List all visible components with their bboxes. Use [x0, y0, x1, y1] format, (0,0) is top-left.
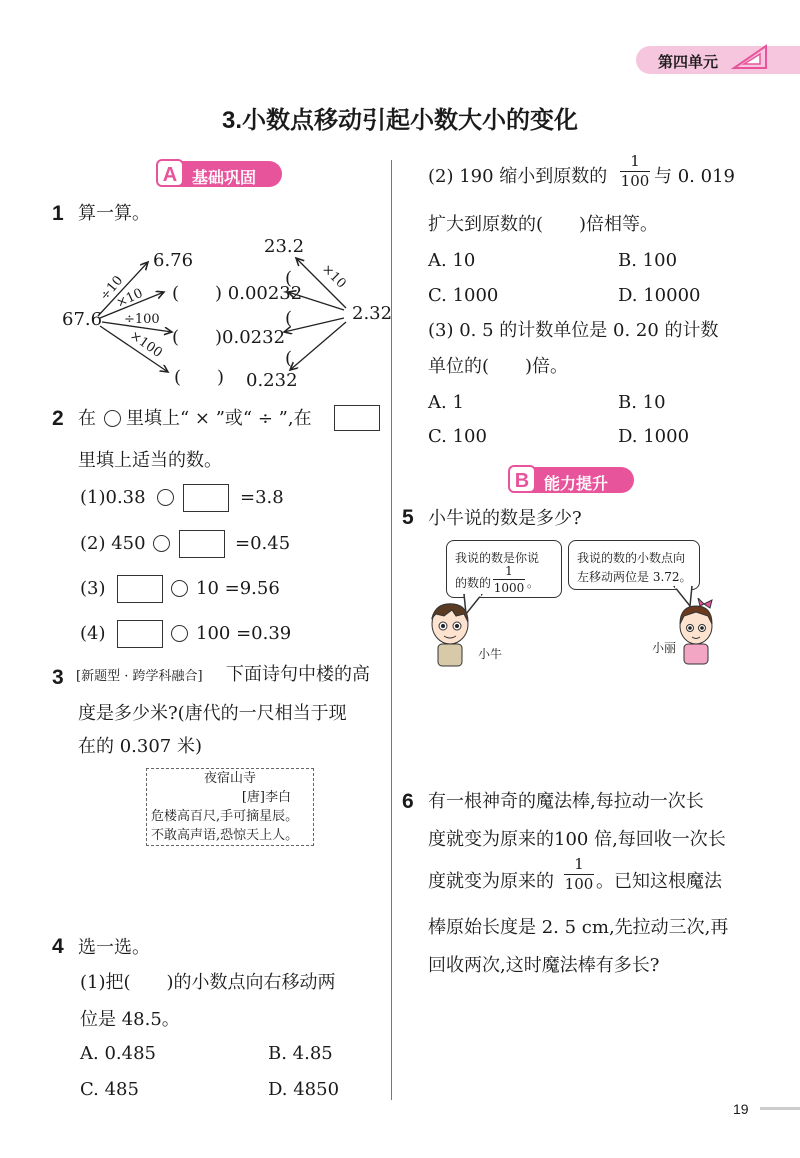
q4-p3-opt-b[interactable]: B. 10 — [618, 392, 666, 413]
q4-p2-line2: 扩大到原数的( )倍相等。 — [428, 214, 659, 235]
q4-p2-opt-b[interactable]: B. 100 — [618, 250, 678, 271]
q2-item2-box[interactable] — [179, 530, 225, 558]
q4-p2-frac-den: 100 — [620, 172, 650, 190]
q2-line1a: 在 — [78, 408, 96, 429]
q4-p3-opt-d[interactable]: D. 1000 — [618, 426, 690, 447]
bubble-frac-num: 1 — [505, 564, 513, 578]
q1-result-3: ( )0.0232 — [172, 327, 286, 348]
q3-poem-box — [146, 768, 314, 846]
q1-prompt: 算一算。 — [78, 203, 150, 224]
section-b-header — [510, 467, 634, 493]
q4-p3-line2: 单位的( )倍。 — [428, 356, 569, 377]
q2-item4-box[interactable] — [117, 620, 163, 648]
girl-avatar — [674, 598, 720, 666]
q4-p2-line1b: 与 0. 019 — [654, 166, 735, 187]
q1-op-mul100: ×100 — [126, 328, 165, 361]
q2-item1-box[interactable] — [183, 484, 229, 512]
q6-line1: 有一根神奇的魔法棒,每拉动一次长 — [428, 791, 704, 812]
unit-tab — [636, 46, 800, 74]
q6-number: 6 — [402, 790, 414, 813]
q2-item1-label: (1)0.38 — [80, 487, 146, 508]
q2-item4-label: (4) — [80, 623, 106, 644]
q1-op-mul10-right: ×10 — [318, 261, 349, 292]
q2-item3-rhs: 10 =9.56 — [196, 578, 280, 599]
bubble-boy-line2a: 的数的 — [455, 576, 492, 590]
q5-prompt: 小牛说的数是多少? — [428, 508, 582, 529]
q5-bubble-girl — [568, 540, 700, 590]
section-a-header — [158, 161, 282, 187]
q1-center-right: 2.32 — [352, 303, 393, 324]
q2-circle-example — [104, 410, 121, 427]
q6-frac-den: 100 — [564, 875, 594, 893]
poem-line-1: 危楼高百尺,手可摘星辰。 — [151, 809, 299, 824]
poem-title: 夜宿山寺 — [203, 771, 256, 786]
q6-line4: 棒原始长度是 2. 5 cm,先拉动三次,再 — [428, 917, 729, 938]
page-number: 19 — [733, 1101, 749, 1117]
q2-item2-circle[interactable] — [153, 535, 170, 552]
q2-line2: 里填上适当的数。 — [78, 450, 222, 471]
q1-result-6: 0.232 — [246, 370, 298, 391]
q4-p1-opt-a[interactable]: A. 0.485 — [80, 1043, 156, 1064]
q4-p1-opt-d[interactable]: D. 4850 — [268, 1079, 340, 1100]
section-a-letter: A — [156, 159, 184, 187]
q4-p3-line1: (3) 0. 5 的计数单位是 0. 20 的计数 — [428, 320, 719, 341]
q3-number: 3 — [52, 666, 64, 689]
q1-center-left: 67.6 — [62, 309, 103, 330]
q6-line5: 回收两次,这时魔法棒有多长? — [428, 955, 660, 976]
bubble-girl-line1: 我说的数的小数点向 — [577, 551, 686, 565]
q1-arrow-diagram — [60, 230, 400, 400]
q1-blank-low[interactable]: ( — [285, 348, 293, 369]
triangle-ruler-icon — [730, 42, 770, 72]
section-b-letter: B — [508, 465, 536, 493]
q4-p2-opt-d[interactable]: D. 10000 — [618, 285, 701, 306]
section-a-label: 基础巩固 — [192, 170, 257, 187]
q2-box-example — [334, 405, 380, 431]
boy-avatar — [426, 600, 476, 668]
q4-p2-opt-c[interactable]: C. 1000 — [428, 285, 499, 306]
q1-arrow-7 — [284, 318, 344, 332]
bubble-boy-fraction — [493, 565, 525, 594]
q2-item4-rhs: 100 =0.39 — [196, 623, 292, 644]
q2-item3-label: (3) — [80, 578, 106, 599]
unit-label: 第四单元 — [658, 54, 719, 71]
footer-rule — [760, 1107, 800, 1110]
bubble-girl-line2: 左移动两位是 3.72。 — [577, 570, 692, 584]
q4-p2-opt-a[interactable]: A. 10 — [428, 250, 476, 271]
q2-item2-rhs: =0.45 — [235, 533, 291, 554]
q4-p3-opt-c[interactable]: C. 100 — [428, 426, 487, 447]
q1-result-2: ( ) 0.00232 — [172, 283, 303, 304]
q1-result-5: 23.2 — [264, 236, 305, 257]
q2-item1-circle[interactable] — [157, 489, 174, 506]
q2-item4-circle[interactable] — [171, 625, 188, 642]
q6-frac-num: 1 — [574, 855, 584, 873]
q4-p2-line1a: (2) 190 缩小到原数的 — [428, 166, 608, 187]
q4-p1-opt-c[interactable]: C. 485 — [80, 1079, 139, 1100]
q1-op-mul10: ×10 — [114, 285, 146, 312]
q1-op-div10: ÷10 — [97, 273, 127, 304]
poem-author: [唐]李白 — [241, 790, 291, 805]
q2-item3-circle[interactable] — [171, 580, 188, 597]
q2-item2-label: (2) 450 — [80, 533, 146, 554]
q2-line1b: 里填上“ × ”或“ ÷ ”,在 — [126, 408, 312, 429]
q4-prompt: 选一选。 — [78, 937, 150, 958]
q3-line3: 在的 0.307 米) — [78, 736, 202, 757]
poem-line-2: 不敢高声语,恐惊天上人。 — [151, 828, 299, 843]
q4-p2-fraction — [620, 154, 650, 189]
q4-p2-frac-num: 1 — [630, 152, 640, 170]
q1-result-1: 6.76 — [153, 250, 194, 271]
q2-number: 2 — [52, 407, 64, 430]
q5-number: 5 — [402, 506, 414, 529]
q4-number: 4 — [52, 935, 64, 958]
q3-tag: [新题型 · 跨学科融合] — [76, 669, 203, 684]
q2-item3-box[interactable] — [117, 575, 163, 603]
bubble-boy-line2b: 。 — [527, 576, 540, 590]
q1-op-div100: ÷100 — [124, 312, 160, 327]
q4-p1-opt-b[interactable]: B. 4.85 — [268, 1043, 333, 1064]
q6-line2: 度就变为原来的100 倍,每回收一次长 — [428, 829, 726, 850]
q5-bubble-boy — [446, 540, 562, 598]
q4-p1-line2: 位是 48.5。 — [80, 1009, 180, 1030]
q6-line3b: 。已知这根魔法 — [596, 871, 722, 892]
page-title: 3.小数点移动引起小数大小的变化 — [221, 107, 578, 134]
boy-name: 小牛 — [478, 647, 503, 661]
bubble-boy-line1: 我说的数是你说 — [455, 551, 540, 565]
q1-result-4: ( ) — [174, 367, 225, 388]
q3-line1: 下面诗句中楼的高 — [226, 664, 370, 685]
q1-blank-up[interactable]: ( — [285, 268, 293, 289]
q2-item1-rhs: =3.8 — [240, 487, 284, 508]
q4-p3-opt-a[interactable]: A. 1 — [428, 392, 464, 413]
section-b-label: 能力提升 — [544, 476, 609, 493]
q1-blank-mid[interactable]: ( — [285, 308, 293, 329]
q1-number: 1 — [52, 202, 64, 225]
girl-name: 小丽 — [652, 641, 677, 655]
bubble-frac-den: 1000 — [493, 581, 525, 595]
q6-line3a: 度就变为原来的 — [428, 871, 554, 892]
q4-p1-line1: (1)把( )的小数点向右移动两 — [80, 972, 336, 993]
q6-fraction — [564, 857, 594, 892]
q3-line2: 度是多少米?(唐代的一尺相当于现 — [78, 703, 347, 724]
